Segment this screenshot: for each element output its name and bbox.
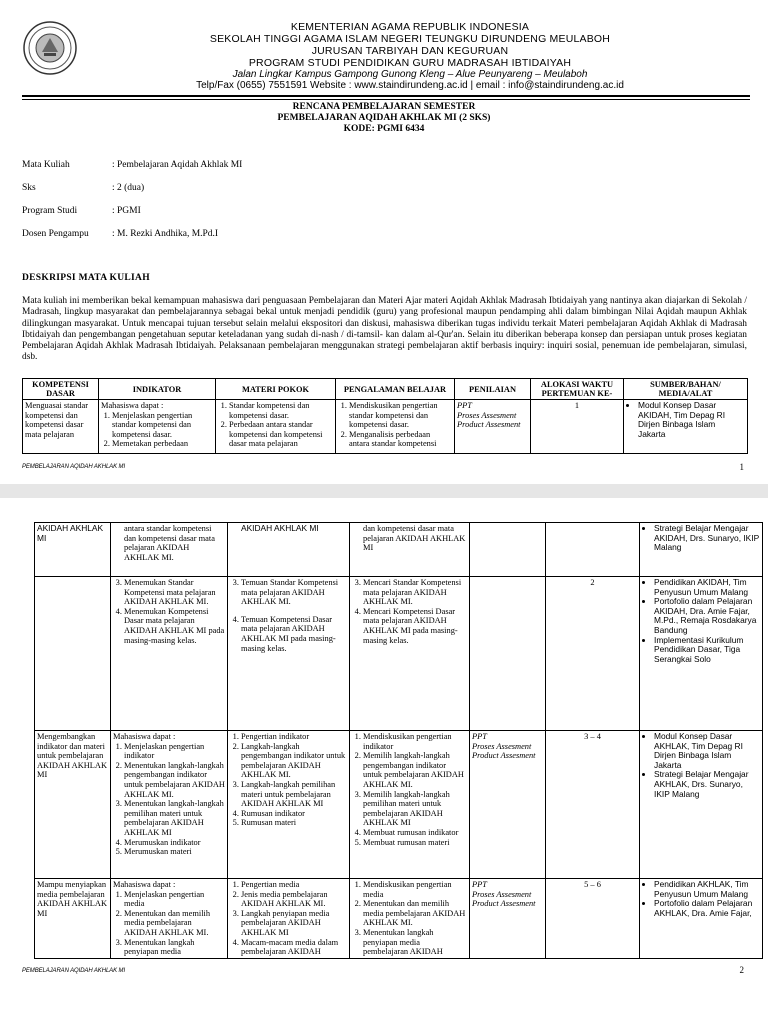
cell-materi <box>228 577 350 731</box>
list-item: 3. Langkah-langkah pemilihan materi untuk pembelajaran AKIDAH AKHLAK MI <box>241 780 347 809</box>
cell-sumber <box>624 400 748 454</box>
list-item: 3. Menentukan langkah penyiapan media pembelajaran AKIDAH <box>363 928 467 957</box>
meta-value-sks: : 2 (dua) <box>112 183 145 193</box>
list-item: 1. Mendiskusikan pengertian standar kompetensi dan kompetensi dasar. <box>349 401 452 430</box>
course-description: Mata kuliah ini memberikan bekal kemampuan mahasiswa dari penguasaan Pembelajaran dan Materi Ajar materi Aqidah Akhlak Madrasah Ibtidaiyah yang nantinya akan diajarkan di Sekolah / Madrasah, lingkup masyarakat dan pembelajarannya sebagai bekal untuk menjadi pendidik (guru) yang profesional maupun pendamping ahli dalam bimbingan Nilai Aqidah maupun Akhlak dilingkungan masyarakat. Untuk mencapai tujuan tersebut selain melalui ekspositori dan diskusi, mahasiswa diberikan tugas individu terkait Materi pembelajaran Aqidah Akhlak di Madrasah Ibtidaiyah dan pengembangan pengetahuan seputar keteladanan yang sudah di-nash / di-tamsil- kan dalam al-Qur'an. Selain itu diberikan beberapa konsep dan persiapan untuk proses kegiatan Pembelajaran Aqidah Akhlak Madrasah Ibtidaiyah. Pelaksanaan pembelajaran menggunakan strategi pembelajaran aktif berbasis inquiry: inquiri sosial, penemuan ide pembelajaran, simulasi, dsb. <box>22 296 747 363</box>
list-item: 3. Mencari Standar Kompetensi mata pelajaran AKIDAH AKHLAK MI. <box>363 578 467 607</box>
cell-kompetensi <box>35 731 111 879</box>
cell-penilaian <box>470 523 546 577</box>
letterhead-rule <box>22 95 750 97</box>
table-row <box>23 400 748 454</box>
list-item: 4. Merumuskan indikator <box>124 838 225 848</box>
header-indikator: INDIKATOR <box>99 379 216 400</box>
rps-table-page-2 <box>34 522 763 959</box>
cell-alokasi: 1 <box>531 400 624 454</box>
list-item: 2. Langkah-langkah pengembangan indikator untuk pembelajaran AKIDAH AKHLAK MI. <box>241 742 347 780</box>
letterhead-line-1: KEMENTERIAN AGAMA REPUBLIK INDONESIA <box>290 21 530 33</box>
header-pengalaman: PENGALAMAN BELAJAR <box>336 379 455 400</box>
list-item: 3. Langkah penyiapan media pembelajaran AKIDAH AKHLAK MI <box>241 909 347 938</box>
cell-alokasi: 5 – 6 <box>546 879 640 959</box>
penilaian-item: Proses Assesment <box>472 889 532 899</box>
list-item: 5. Merumuskan materi <box>124 847 225 857</box>
page-number: 2 <box>739 965 744 975</box>
penilaian-item: PPT <box>457 401 472 410</box>
page-number: 1 <box>739 462 744 472</box>
header-alokasi: ALOKASI WAKTU PERTEMUAN KE- <box>531 379 624 400</box>
list-item: • Strategi Belajar Mengajar AKIDAH, Drs. Sunaryo, IKIP Malang <box>654 524 760 553</box>
cell-penilaian <box>470 879 546 959</box>
list-item: • Implementasi Kurikulum Pendidikan Dasar, Tiga Serangkai Solo <box>654 636 760 665</box>
meta-value-lecturer: : M. Rezki Andhika, M.Pd.I <box>112 229 219 239</box>
section-title: DESKRIPSI MATA KULIAH <box>22 273 150 283</box>
list-item: • Modul Konsep Dasar AKIDAH, Tim Depag RI Dirjen Binbaga Islam Jakarta <box>638 401 745 439</box>
meta-label-program: Program Studi <box>22 206 78 216</box>
penilaian-item: Proses Assesment <box>457 410 517 420</box>
list-item: 2. Menentukan langkah-langkah pengembangan indikator untuk pembelajaran AKIDAH AKHLAK MI. <box>124 761 225 799</box>
list-item: 2. Menentukan dan memilih media pembelajaran AKIDAH AKHLAK MI. <box>124 909 225 938</box>
list-item: 5. Rumusan materi <box>241 818 347 828</box>
cell-materi: AKIDAH AKHLAK MI <box>228 523 350 577</box>
indikator-intro: Mahasiswa dapat : <box>113 732 176 741</box>
list-item: 1. Mendiskusikan pengertian indikator <box>363 732 467 751</box>
page-gap <box>0 484 768 498</box>
cell-indikator <box>111 879 228 959</box>
indikator-intro: Mahasiswa dapat : <box>101 401 164 410</box>
letterhead-contact: Telp/Fax (0655) 7551591 Website : www.staindirundeng.ac.id | email : info@staindirundeng.ac.id <box>196 80 624 91</box>
list-item: 4. Rumusan indikator <box>241 809 347 819</box>
cell-materi <box>228 731 350 879</box>
header-materi: MATERI POKOK <box>216 379 336 400</box>
document-page-1 <box>0 0 768 484</box>
list-item: 3. Temuan Standar Kompetensi mata pelajaran AKIDAH AKHLAK MI. <box>241 578 347 607</box>
list-item: 1. Mendiskusikan pengertian media <box>363 880 467 899</box>
cell-kompetensi <box>35 577 111 731</box>
table-row <box>35 731 763 879</box>
cell-alokasi: 3 – 4 <box>546 731 640 879</box>
list-item: 3. Menentukan langkah penyiapan media <box>124 938 225 957</box>
cell-pengalaman <box>336 400 455 454</box>
list-item: 4. Membuat rumusan indikator <box>363 828 467 838</box>
cell-pengalaman: dan kompetensi dasar mata pelajaran AKIDAH AKHLAK MI <box>350 523 470 577</box>
cell-sumber <box>640 577 763 731</box>
table-row <box>35 523 763 577</box>
list-item: 1. Pengertian indikator <box>241 732 347 742</box>
cell-pengalaman <box>350 879 470 959</box>
cell-sumber <box>640 731 763 879</box>
letterhead-rule-thin <box>22 99 750 100</box>
cell-penilaian <box>470 577 546 731</box>
list-item: • Strategi Belajar Mengajar AKHLAK, Drs. Sunaryo, IKIP Malang <box>654 770 760 799</box>
list-item: 3. Menemukan Standar Kompetensi mata pelajaran AKIDAH AKHLAK MI. <box>124 578 225 607</box>
meta-label-sks: Sks <box>22 183 36 193</box>
cell-pengalaman <box>350 577 470 731</box>
meta-label-lecturer: Dosen Pengampu <box>22 229 89 239</box>
doc-title-line-1: RENCANA PEMBELAJARAN SEMESTER <box>292 102 476 112</box>
cell-alokasi: 2 <box>546 577 640 731</box>
list-item: 2. Perbedaan antara standar kompetensi dan kompetensi dasar mata pelajaran <box>229 420 333 449</box>
cell-penilaian <box>470 731 546 879</box>
cell-penilaian <box>455 400 531 454</box>
letterhead-line-3: JURUSAN TARBIYAH DAN KEGURUAN <box>311 45 509 57</box>
list-item: • Portofolio dalam Pelajaran AKIDAH, Dra. Amie Fajar, M.Pd., Remaja Rosdakarya Bandung <box>654 597 760 635</box>
institution-logo <box>22 20 78 76</box>
list-item: 1. Standar kompetensi dan kompetensi dasar. <box>229 401 333 420</box>
header-sumber: SUMBER/BAHAN/ MEDIA/ALAT <box>624 379 748 400</box>
page-footer: PEMBELAJARAN AQIDAH AKHLAK MI <box>22 968 126 974</box>
table-row <box>35 577 763 731</box>
list-item: 3. Memilih langkah-langkah pemilihan materi untuk pembelajaran AKIDAH AKHLAK MI <box>363 790 467 828</box>
list-item: 1. Menjelaskan pengertian indikator <box>124 742 225 761</box>
list-item: • Pendidikan AKHLAK, Tim Penyusun Umum Malang <box>654 880 760 899</box>
doc-title-line-2: PEMBELAJARAN AQIDAH AKHLAK MI (2 SKS) <box>277 113 491 123</box>
document-page-2 <box>0 498 768 1024</box>
letterhead-address: Jalan Lingkar Kampus Gampong Gunong Kleng – Alue Peunyareng – Meulaboh <box>232 69 588 80</box>
list-item: 2. Jenis media pembelajaran AKIDAH AKHLAK MI. <box>241 890 347 909</box>
header-kompetensi: KOMPETENSI DASAR <box>23 379 99 400</box>
cell-indikator: antara standar kompetensi dan kompetensi dasar mata pelajaran AKIDAH AKHLAK MI. <box>111 523 228 577</box>
list-item: 4. Temuan Kompetensi Dasar mata pelajaran AKIDAH AKHLAK MI pada masing-masing kelas. <box>241 615 347 653</box>
list-item: • Portofolio dalam Pelajaran AKHLAK, Dra. Amie Fajar, <box>654 899 760 918</box>
cell-sumber <box>640 879 763 959</box>
list-item: 2. Memilih langkah-langkah pengembangan indikator untuk pembelajaran AKIDAH AKHLAK MI. <box>363 751 467 789</box>
list-item: 2. Menentukan dan memilih media pembelajaran AKIDAH AKHLAK MI. <box>363 899 467 928</box>
penilaian-item: Product Assesment <box>472 751 536 761</box>
header-penilaian: PENILAIAN <box>455 379 531 400</box>
cell-materi <box>228 879 350 959</box>
cell-indikator <box>111 731 228 879</box>
meta-label-course: Mata Kuliah <box>22 160 70 170</box>
list-item: 1. Menjelaskan pengertian media <box>124 890 225 909</box>
doc-title-line-3: KODE: PGMI 6434 <box>343 124 425 134</box>
letterhead-line-4: PROGRAM STUDI PENDIDIKAN GURU MADRASAH IBTIDAIYAH <box>248 57 572 69</box>
penilaian-item: Product Assesment <box>457 420 521 430</box>
list-item: 2. Menganalisis perbedaan antara standar kompetensi <box>349 430 452 449</box>
cell-kompetensi: Menguasai standar kompetensi dan kompetensi dasar mata pelajaran <box>23 400 99 454</box>
list-item: 4. Macam-macam media dalam pembelajaran AKIDAH <box>241 938 347 957</box>
penilaian-item: Proses Assesment <box>472 741 532 751</box>
cell-kompetensi: AKIDAH AKHLAK MI <box>35 523 111 577</box>
list-item: 3. Menentukan langkah-langkah pemilihan materi untuk pembelajaran AKIDAH AKHLAK MI <box>124 799 225 837</box>
page-footer: PEMBELAJARAN AQIDAH AKHLAK MI <box>22 464 126 470</box>
cell-alokasi <box>546 523 640 577</box>
cell-kompetensi <box>35 879 111 959</box>
penilaian-item: PPT <box>472 732 487 741</box>
cell-indikator <box>111 577 228 731</box>
list-item: 2. Memetakan perbedaan <box>112 439 213 449</box>
list-item: 4. Mencari Kompetensi Dasar mata pelajaran AKIDAH AKHLAK MI pada masing-masing kelas. <box>363 607 467 645</box>
meta-value-program: : PGMI <box>112 206 141 216</box>
meta-value-course: : Pembelajaran Aqidah Akhlak MI <box>112 160 243 170</box>
list-item: 1. Menjelaskan pengertian standar kompetensi dan kompetensi dasar. <box>112 411 213 440</box>
rps-table-page-1 <box>22 378 748 454</box>
letterhead-line-2: SEKOLAH TINGGI AGAMA ISLAM NEGERI TEUNGKU DIRUNDENG MEULABOH <box>209 33 611 45</box>
kompetensi-text: Mengembangkan indikator dan materi untuk pembelajaran AKIDAH AKHLAK MI <box>37 732 108 780</box>
list-item: 5. Membuat rumusan materi <box>363 838 467 848</box>
cell-indikator <box>99 400 216 454</box>
cell-materi <box>216 400 336 454</box>
cell-sumber <box>640 523 763 577</box>
penilaian-item: PPT <box>472 880 487 889</box>
table-row <box>35 879 763 959</box>
penilaian-item: Product Assesment <box>472 899 536 909</box>
cell-pengalaman <box>350 731 470 879</box>
list-item: 1. Pengertian media <box>241 880 347 890</box>
kompetensi-text: Mampu menyiapkan media pembelajaran AKIDAH AKHLAK MI <box>37 880 108 918</box>
indikator-intro: Mahasiswa dapat : <box>113 880 176 889</box>
list-item: • Pendidikan AKIDAH, Tim Penyusun Umum Malang <box>654 578 760 597</box>
list-item: • Modul Konsep Dasar AKHLAK, Tim Depag RI Dirjen Binbaga Islam Jakarta <box>654 732 760 770</box>
list-item: 4. Menemukan Kompetensi Dasar mata pelajaran AKIDAH AKHLAK MI pada masing-masing kelas. <box>124 607 225 645</box>
